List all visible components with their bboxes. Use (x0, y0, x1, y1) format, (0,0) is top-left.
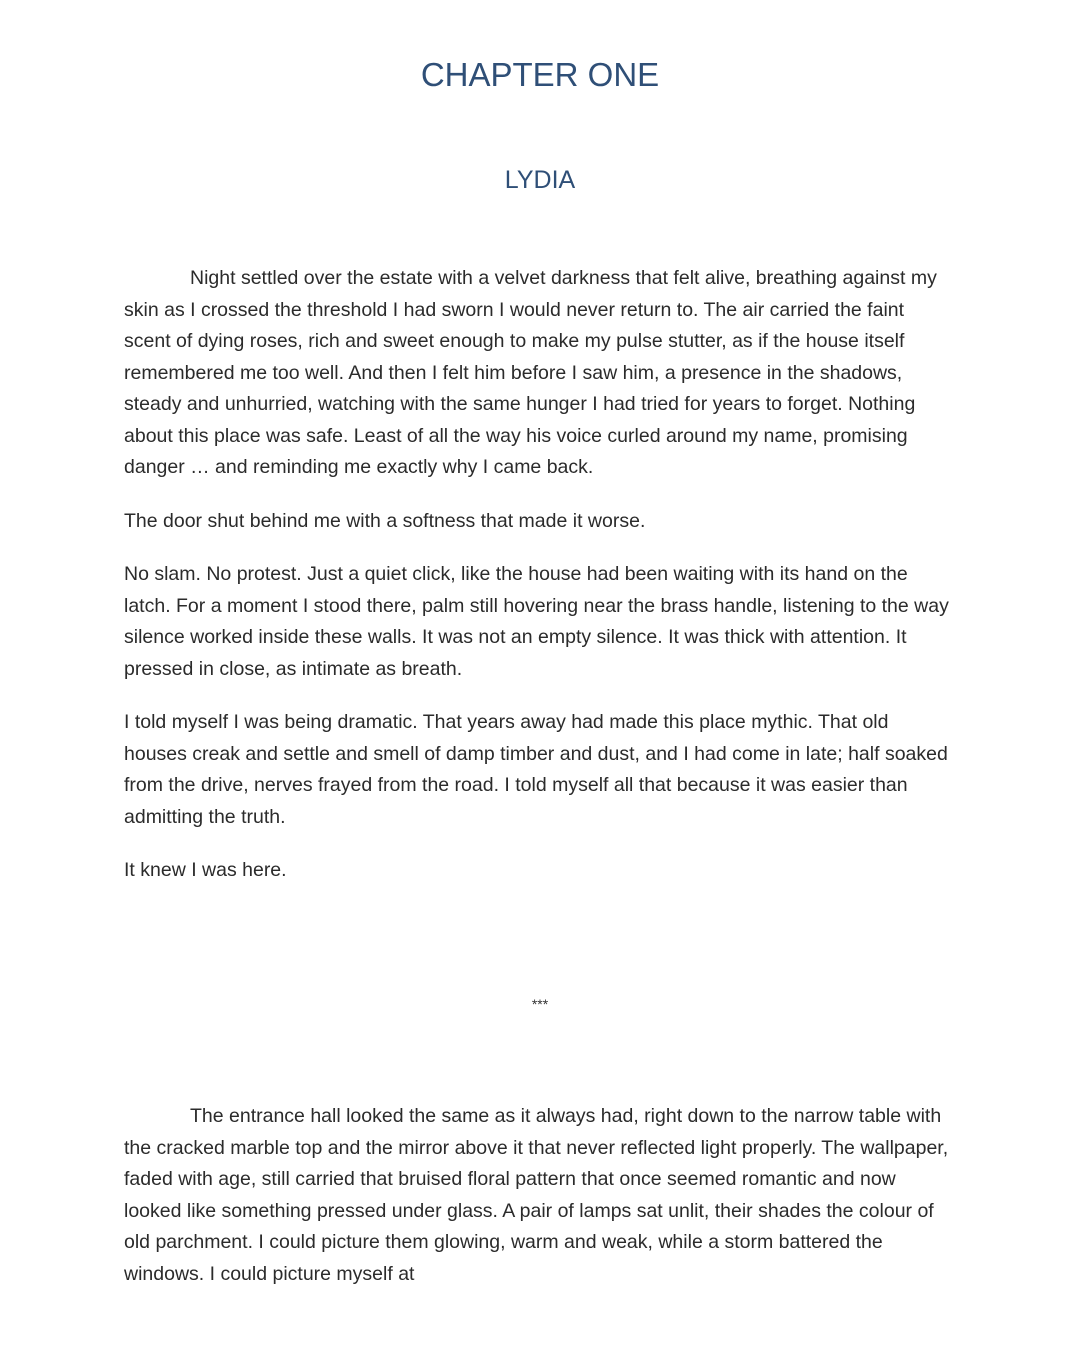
chapter-title: CHAPTER ONE (420, 56, 660, 93)
paragraph: The entrance hall looked the same as it always had, right down to the narrow table with the cracked marble top and the mirror above it that never reflected light properly. The wallpaper, faded with age, still carried that bruised floral pattern that once seemed romantic and now looked like something pressed under glass. A pair of lamps sat unlit, their shades the colour of old parchment. I could picture them glowing, warm and weak, while a storm battered the windows. I could picture myself at (124, 1105, 949, 1285)
paragraph: I told myself I was being dramatic. That years away had made this place mythic. That old houses creak and settle and smell of damp timber and dust, and I had come in late; half soaked from the drive, nerves frayed from the road. I told myself all that because it was easier than admitting the truth. (124, 711, 948, 828)
section-two-body (124, 1101, 956, 1312)
paragraph: The door shut behind me with a softness that made it worse. (124, 509, 646, 532)
scene-break: *** (531, 996, 549, 1012)
chapter-pov-heading: LYDIA (504, 166, 576, 194)
section-one-body (124, 263, 956, 909)
paragraph: It knew I was here. (124, 859, 287, 881)
paragraph: Night settled over the estate with a velvet darkness that felt alive, breathing against my skin as I crossed the threshold I had sworn I would never return to. The air carried the faint scent of dying roses, rich and sweet enough to make my pulse stutter, as if the house itself remembered me too well. And then I felt him before I saw him, a presence in the shadows, steady and unhurried, watching with the same hunger I had tried for years to forget. Nothing about this place was safe. Least of all the way his voice curled around my name, promising danger … and reminding me exactly why I came back. (124, 267, 937, 478)
paragraph: No slam. No protest. Just a quiet click, like the house had been waiting with its hand on the latch. For a moment I stood there, palm still hovering near the brass handle, listening to the way silence worked inside these walls. It was not an empty silence. It was thick with attention. It pressed in close, as intimate as breath. (124, 563, 949, 680)
